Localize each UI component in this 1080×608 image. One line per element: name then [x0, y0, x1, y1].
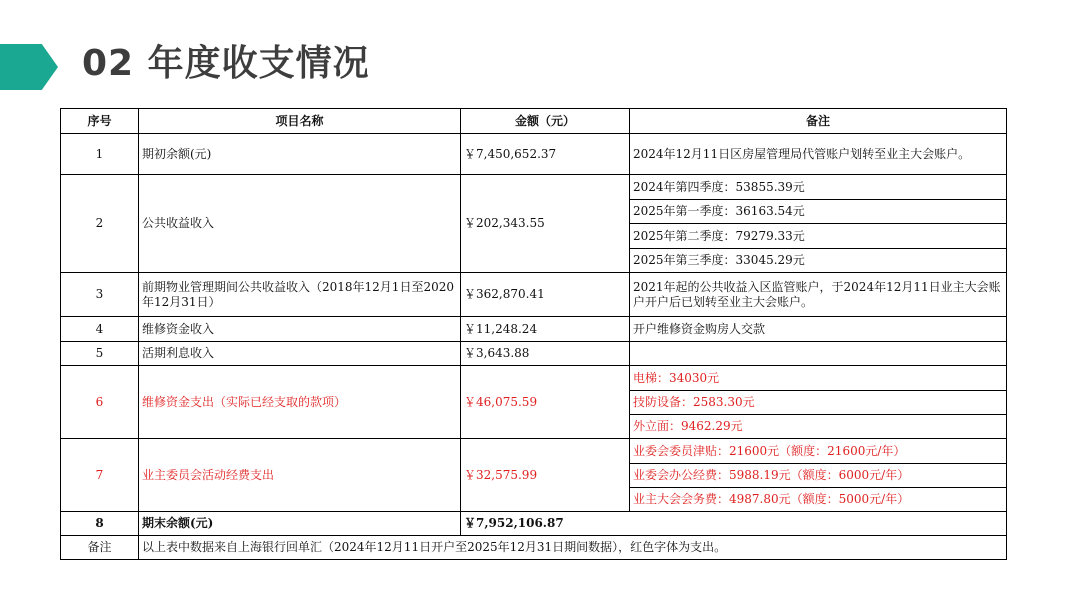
page-title: 02 年度收支情况 [82, 43, 370, 84]
table-header-row [61, 109, 1007, 134]
row-no: 2 [61, 175, 139, 273]
table-row [61, 175, 1007, 200]
row-note: 业主大会会务费：4987.80元（额度：5000元/年） [630, 488, 1007, 512]
row-name: 活期利息收入 [139, 342, 461, 366]
row-amount: ￥11,248.24 [461, 317, 630, 342]
row-amount: ￥7,450,652.37 [461, 134, 630, 175]
table-row [61, 366, 1007, 391]
row-note: 2025年第三季度：33045.29元 [630, 249, 1007, 273]
row-note: 业委会委员津贴：21600元（额度：21600元/年） [630, 439, 1007, 464]
footer-note-row [61, 536, 1007, 560]
footer-label: 备注 [61, 536, 139, 560]
row-note: 2025年第二季度：79279.33元 [630, 224, 1007, 249]
row-no: 6 [61, 366, 139, 439]
row-name: 业主委员会活动经费支出 [139, 439, 461, 512]
row-name: 期末余额(元) [139, 512, 461, 536]
row-note: 2024年第四季度：53855.39元 [630, 175, 1007, 200]
title-arrow-icon [0, 44, 58, 90]
table-row [61, 134, 1007, 175]
row-note: 业委会办公经费：5988.19元（额度：6000元/年） [630, 464, 1007, 488]
table-row [61, 439, 1007, 464]
footer-text: 以上表中数据来自上海银行回单汇（2024年12月11日开户至2025年12月31日期间数据），红色字体为支出。 [139, 536, 1007, 560]
header-name: 项目名称 [139, 109, 461, 134]
row-name: 维修资金支出（实际已经支取的款项） [139, 366, 461, 439]
header-notes: 备注 [630, 109, 1007, 134]
row-amount: ￥46,075.59 [461, 366, 630, 439]
row-no: 7 [61, 439, 139, 512]
row-no: 5 [61, 342, 139, 366]
row-name: 维修资金收入 [139, 317, 461, 342]
row-note: 开户维修资金购房人交款 [630, 317, 1007, 342]
row-no: 8 [61, 512, 139, 536]
row-no: 3 [61, 273, 139, 317]
row-note: 2024年12月11日区房屋管理局代管账户划转至业主大会账户。 [630, 134, 1007, 175]
header-no: 序号 [61, 109, 139, 134]
row-note: 外立面：9462.29元 [630, 415, 1007, 439]
row-note: 技防设备：2583.30元 [630, 391, 1007, 415]
closing-balance-row [61, 512, 1007, 536]
table-row [61, 342, 1007, 366]
header-amount: 金额（元） [461, 109, 630, 134]
row-name: 期初余额(元) [139, 134, 461, 175]
row-amount: ￥32,575.99 [461, 439, 630, 512]
row-note [630, 342, 1007, 366]
row-no: 1 [61, 134, 139, 175]
row-name: 公共收益收入 [139, 175, 461, 273]
row-no: 4 [61, 317, 139, 342]
row-amount: ￥3,643.88 [461, 342, 630, 366]
table-row [61, 317, 1007, 342]
row-amount: ￥202,343.55 [461, 175, 630, 273]
row-amount: ￥362,870.41 [461, 273, 630, 317]
row-note: 2021年起的公共收益入区监管账户，于2024年12月11日业主大会账户开户后已划转至业主大会账户。 [630, 273, 1007, 317]
row-note: 电梯：34030元 [630, 366, 1007, 391]
finance-table [60, 108, 1007, 560]
row-note: 2025年第一季度：36163.54元 [630, 200, 1007, 224]
table-row [61, 273, 1007, 317]
row-amount: ￥7,952,106.87 [461, 512, 1007, 536]
row-name: 前期物业管理期间公共收益收入（2018年12月1日至2020年12月31日） [139, 273, 461, 317]
